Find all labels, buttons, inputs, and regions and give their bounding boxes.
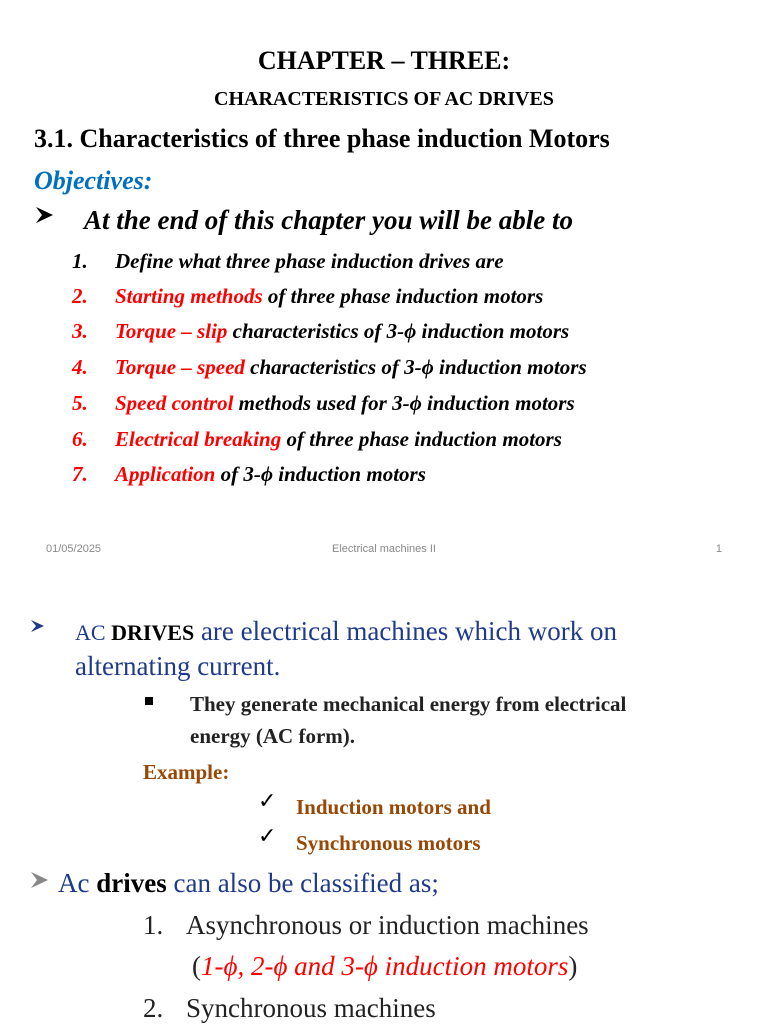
- drives-word: DRIVES: [111, 620, 195, 645]
- class-item-number: 2.: [143, 993, 164, 1023]
- objective-highlight: Torque – speed: [115, 355, 245, 379]
- checkmark-icon: ✓: [258, 823, 277, 848]
- objective-item: [0, 355, 768, 383]
- objective-rest: of three phase induction motors: [262, 284, 544, 308]
- arrow-bullet-icon: [34, 204, 56, 230]
- objective-highlight: Speed control: [115, 391, 234, 415]
- objective-item: [0, 427, 768, 455]
- objectives-intro: At the end of this chapter you will be able to: [84, 205, 574, 235]
- objective-rest: characteristics of 3-ϕ induction motors: [244, 355, 587, 379]
- sub-bullet-line-2: energy (AC form).: [190, 724, 356, 748]
- footer-date: 01/05/2025: [46, 543, 102, 555]
- objective-rest: characteristics of 3-ϕ induction motors: [227, 319, 570, 343]
- objective-rest: methods used for 3-ϕ induction motors: [233, 391, 575, 415]
- checkmark-icon: ✓: [258, 788, 277, 813]
- objective-text: [115, 462, 426, 487]
- arrow-bullet-icon: [30, 618, 46, 634]
- objective-item: [0, 391, 768, 419]
- objective-text: [115, 249, 504, 274]
- objective-highlight: Torque – slip: [115, 319, 228, 343]
- drives-word: drives: [96, 868, 167, 898]
- objective-highlight: Starting methods: [115, 284, 263, 308]
- open-paren: (: [192, 951, 201, 981]
- classification-intro: [58, 868, 439, 899]
- close-paren: ): [568, 951, 578, 981]
- slide-2: [0, 578, 768, 1024]
- ac-word: Ac: [58, 868, 97, 898]
- ac-drives-definition: [75, 616, 617, 647]
- objective-number: 4.: [72, 355, 88, 379]
- definition-line-1: are electrical machines which work on: [194, 616, 618, 646]
- chapter-title: CHAPTER – THREE:: [257, 46, 511, 75]
- class-1-note: [192, 951, 577, 982]
- arrow-bullet-icon: [30, 870, 50, 890]
- sub-bullet-line-1: They generate mechanical energy from electrical: [190, 692, 627, 716]
- objective-number: 6.: [72, 427, 88, 451]
- objective-text: [115, 427, 562, 452]
- footer-page-number: 1: [715, 543, 722, 555]
- objective-highlight: Electrical breaking: [115, 427, 282, 451]
- definition-line-2: alternating current.: [75, 651, 281, 681]
- example-item-2: Synchronous motors: [296, 831, 481, 855]
- objective-item: [0, 319, 768, 347]
- induction-motor-types: 1-ϕ, 2-ϕ and 3-ϕ induction motors: [201, 951, 569, 981]
- objective-number: 7.: [72, 462, 88, 486]
- objective-rest: of 3-ϕ induction motors: [215, 462, 426, 486]
- objective-item: [0, 249, 768, 277]
- class-item-label: Asynchronous or induction machines: [186, 910, 589, 940]
- objective-text: [115, 319, 569, 344]
- objective-text: [115, 284, 543, 309]
- ac-word: AC: [75, 620, 112, 645]
- class-item-label: Synchronous machines: [186, 993, 436, 1023]
- chapter-subtitle: CHARACTERISTICS OF AC DRIVES: [214, 88, 554, 110]
- objective-number: 3.: [72, 319, 88, 343]
- example-label: Example:: [143, 760, 230, 784]
- objective-number: 5.: [72, 391, 88, 415]
- square-bullet-icon: [145, 697, 153, 705]
- objective-highlight: Application: [115, 462, 216, 486]
- objective-rest: Define what three phase induction drives are: [115, 249, 504, 273]
- footer-title: Electrical machines II: [332, 543, 436, 555]
- objective-text: [115, 355, 587, 380]
- objective-number: 1.: [72, 249, 88, 273]
- objective-text: [115, 391, 575, 416]
- class-item-number: 1.: [143, 910, 164, 940]
- objective-number: 2.: [72, 284, 88, 308]
- objective-rest: of three phase induction motors: [281, 427, 562, 451]
- classification-rest: can also be classified as;: [166, 868, 439, 898]
- example-item-1: Induction motors and: [296, 795, 491, 819]
- section-heading: 3.1. Characteristics of three phase induction Motors: [34, 124, 610, 153]
- objectives-label: Objectives:: [34, 166, 153, 195]
- objective-item: [0, 284, 768, 312]
- objective-item: [0, 462, 768, 490]
